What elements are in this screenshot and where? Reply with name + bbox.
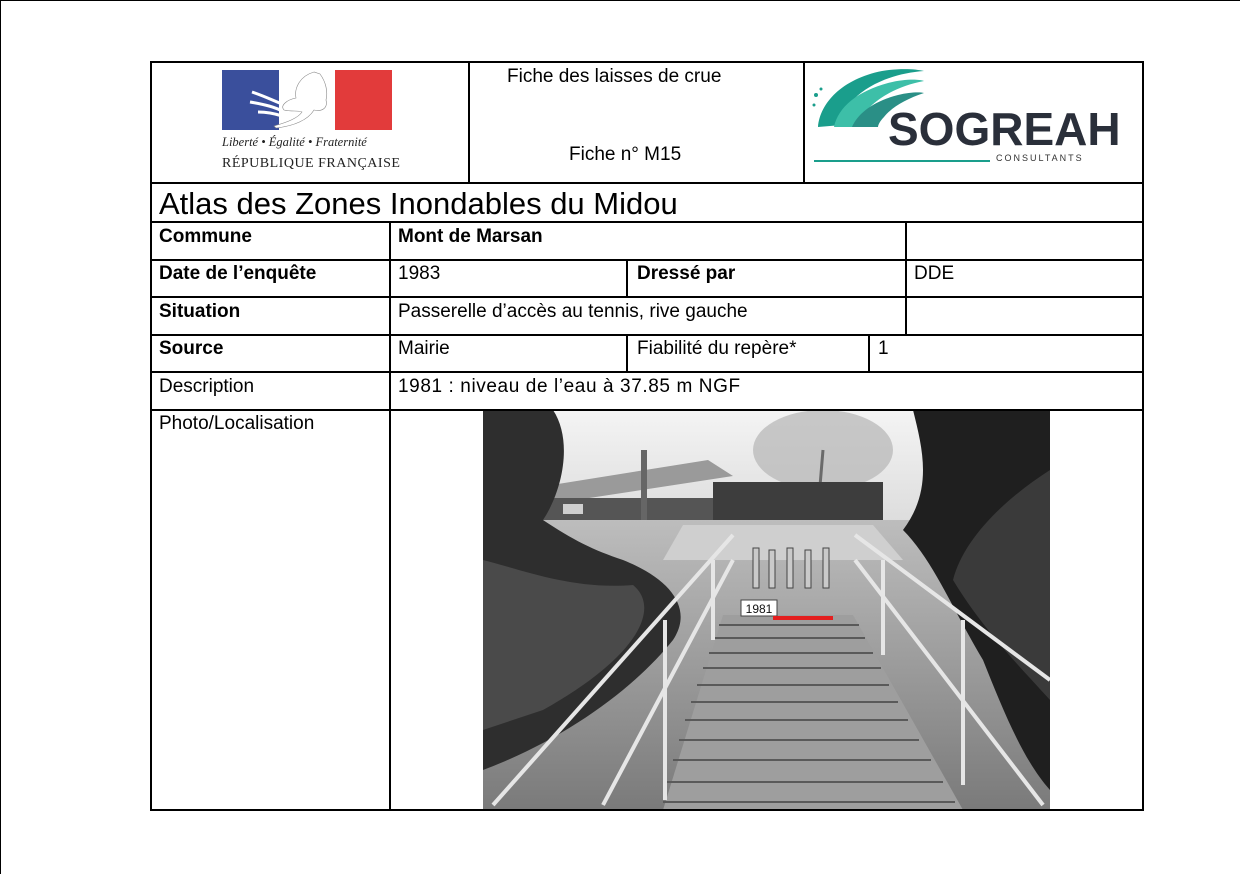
republic-motto: Liberté • Égalité • Fraternité — [222, 135, 367, 149]
grid-line — [150, 334, 1144, 336]
consultant-name: SOGREAH — [888, 103, 1121, 155]
grid-line — [150, 371, 1144, 373]
sogreah-underline — [814, 160, 990, 162]
form-number: Fiche n° M15 — [569, 144, 682, 165]
grid-line — [803, 61, 805, 183]
grid-line — [626, 335, 628, 372]
grid-line — [626, 260, 628, 297]
grid-line — [150, 221, 1144, 223]
survey-date-label: Date de l’enquête — [159, 263, 317, 284]
grid-line — [150, 409, 1144, 411]
author-value: DDE — [914, 263, 955, 284]
commune-label: Commune — [159, 226, 252, 247]
description-label: Description — [159, 376, 255, 397]
grid-line — [389, 222, 391, 811]
republic-name: RÉPUBLIQUE FRANÇAISE — [222, 156, 401, 171]
grid-line — [868, 335, 870, 372]
flood-mark-year-label: 1981 — [745, 602, 773, 616]
grid-line — [150, 809, 1144, 811]
source-value: Mairie — [398, 338, 450, 359]
author-label: Dressé par — [637, 263, 736, 284]
reliability-label: Fiabilité du repère* — [637, 338, 797, 359]
page-frame-top — [0, 0, 1240, 1]
atlas-title: Atlas des Zones Inondables du Midou — [159, 186, 678, 221]
footbridge-photo-image — [483, 410, 1050, 810]
marianne-profile-icon — [222, 70, 392, 130]
grid-line — [150, 296, 1144, 298]
grid-line — [150, 182, 1144, 184]
situation-value: Passerelle d’accès au tennis, rive gauche — [398, 301, 748, 322]
grid-line — [150, 61, 152, 811]
grid-line — [150, 61, 1144, 63]
marianne-flag — [222, 70, 392, 130]
source-label: Source — [159, 338, 224, 359]
consultant-subtitle: CONSULTANTS — [996, 153, 1084, 163]
grid-line — [468, 61, 470, 183]
reliability-value: 1 — [878, 338, 889, 359]
form-title: Fiche des laisses de crue — [507, 66, 722, 87]
description-value: 1981 : niveau de l’eau à 37.85 m NGF — [398, 376, 741, 397]
flood-mark-sheet — [150, 61, 1144, 811]
situation-label: Situation — [159, 301, 241, 322]
page-frame-left — [0, 0, 1, 874]
grid-line — [150, 259, 1144, 261]
photo-label: Photo/Localisation — [159, 413, 315, 434]
survey-date-value: 1983 — [398, 263, 441, 284]
footbridge-photo — [483, 410, 1050, 810]
commune-value: Mont de Marsan — [398, 226, 543, 247]
grid-line — [905, 222, 907, 335]
grid-line — [1142, 61, 1144, 811]
